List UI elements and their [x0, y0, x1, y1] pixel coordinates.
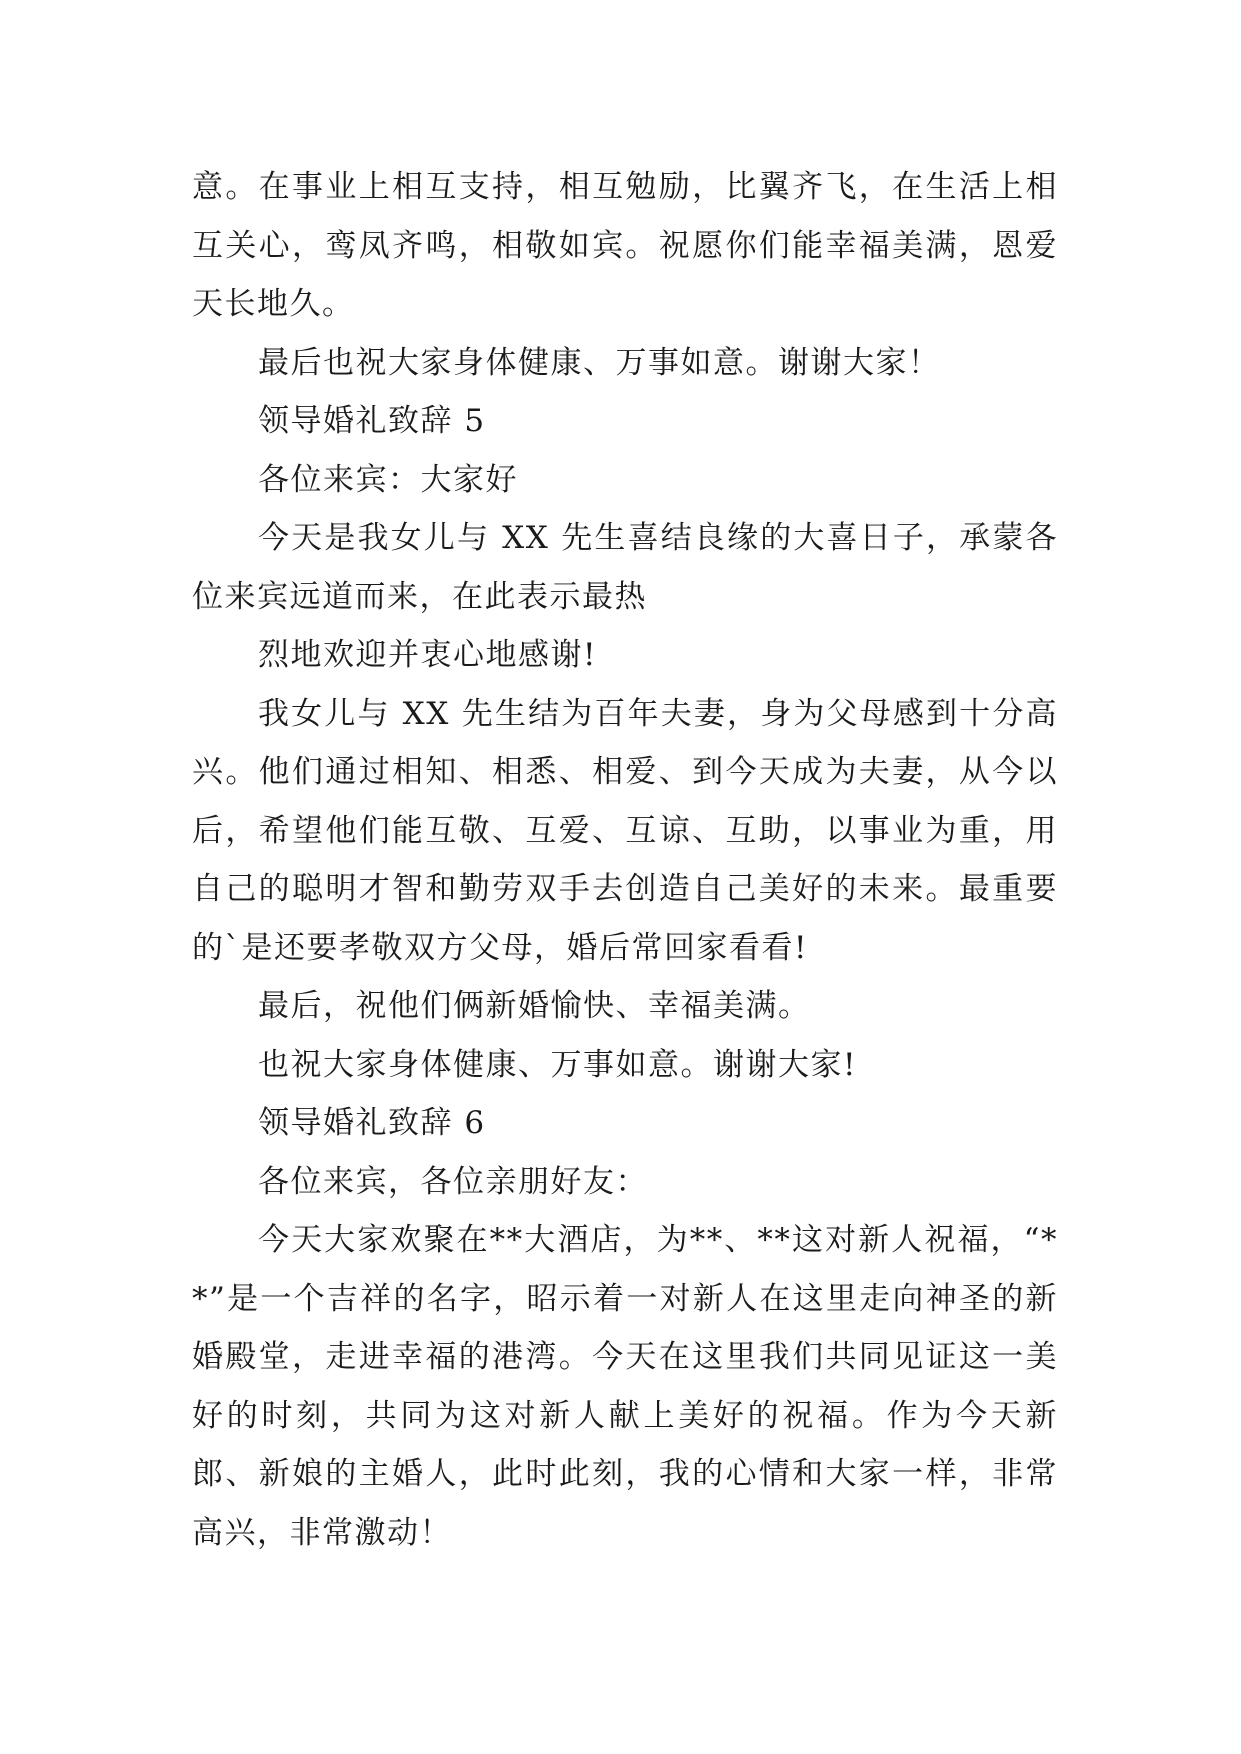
paragraph-blessing: 我女儿与 XX 先生结为百年夫妻，身为父母感到十分高兴。他们通过相知、相悉、相爱、到今天成为夫妻，从今以后，希望他们能互敬、互爱、互谅、互助，以事业为重，用自己的聪明才智和勤劳双手去创造自己美好的未来。最重要的`是还要孝敬双方父母，婚后常回家看看! [192, 695, 1058, 966]
document-page [192, 158, 1058, 1562]
paragraph-greeting-5: 各位来宾：大家好 [258, 461, 518, 498]
paragraph-welcome: 今天是我女儿与 XX 先生喜结良缘的大喜日子，承蒙各位来宾远道而来，在此表示最热 [192, 520, 1058, 615]
section-heading-6: 领导婚礼致辞 6 [258, 1105, 486, 1141]
paragraph-speech-6: 今天大家欢聚在**大酒店，为**、**这对新人祝福，“**”是一个吉祥的名字，昭示着一对新人在这里走向神圣的新婚殿堂，走进幸福的港湾。今天在这里我们共同见证这一美好的时刻，共同为这对新人献上美好的祝福。作为今天新郎、新娘的主婚人，此时此刻，我的心情和大家一样，非常高兴，非常激动！ [192, 1222, 1058, 1551]
paragraph-thanks-all: 也祝大家身体健康、万事如意。谢谢大家! [258, 1046, 857, 1083]
paragraph-closing-wishes: 最后也祝大家身体健康、万事如意。谢谢大家！ [258, 344, 941, 381]
paragraph-greeting-6: 各位来宾，各位亲朋好友： [258, 1163, 648, 1200]
section-heading-5: 领导婚礼致辞 5 [258, 403, 486, 439]
paragraph-final-wish: 最后，祝他们俩新婚愉快、幸福美满。 [258, 988, 811, 1024]
paragraph-thanks: 烈地欢迎并衷心地感谢! [258, 637, 597, 673]
paragraph-continuation: 意。在事业上相互支持，相互勉励，比翼齐飞，在生活上相互关心，鸾凤齐鸣，相敬如宾。祝愿你们能幸福美满，恩爱天长地久。 [192, 169, 1058, 322]
